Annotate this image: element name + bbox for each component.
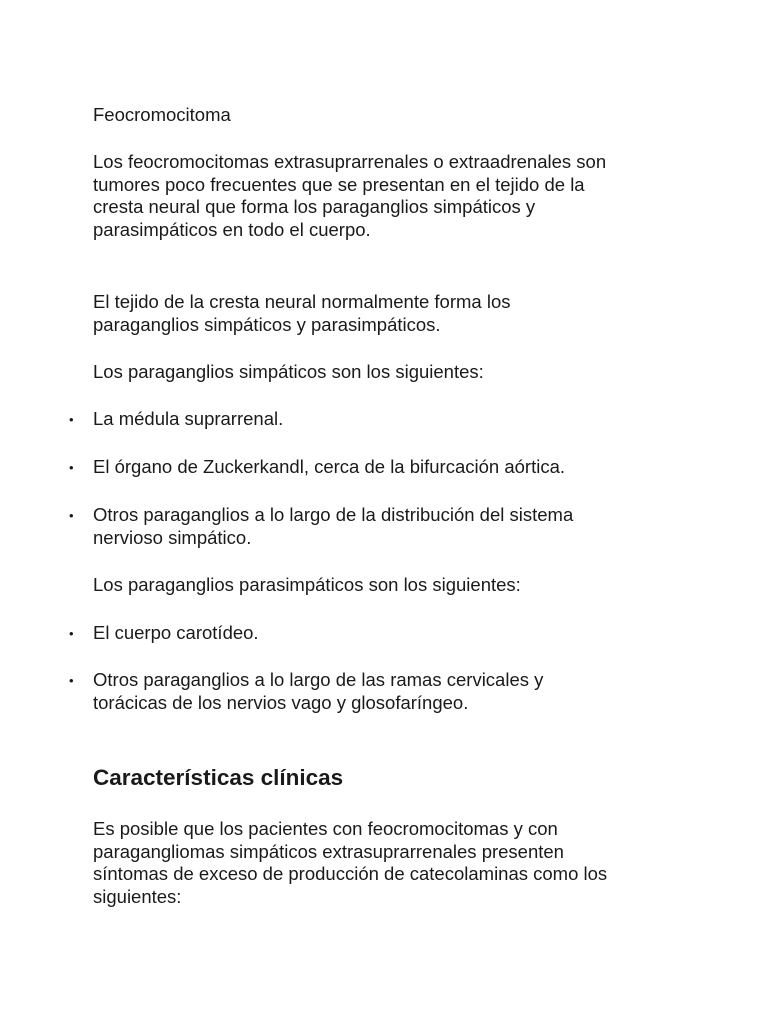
- sympathetic-intro: Los paraganglios simpáticos son los siguientes:: [93, 361, 484, 382]
- clinical-paragraph: Es posible que los pacientes con feocromocitomas y con paragangliomas simpáticos extrasuprarrenales presenten síntomas de exceso de producción de catecolaminas como los siguientes:: [93, 818, 608, 907]
- parasympathetic-intro: Los paraganglios parasimpáticos son los siguientes:: [93, 574, 521, 595]
- neural-crest-paragraph: El tejido de la cresta neural normalmente forma los paraganglios simpáticos y parasimpáticos.: [93, 291, 511, 335]
- bullet-marker: •: [69, 626, 74, 641]
- section-heading-clinical: Características clínicas: [93, 765, 344, 790]
- list-item-sympathetic-3: Otros paraganglios a lo largo de la distribución del sistema nervioso simpático.: [93, 504, 574, 548]
- list-item-sympathetic-2: El órgano de Zuckerkandl, cerca de la bifurcación aórtica.: [93, 456, 566, 477]
- bullet-marker: •: [69, 673, 74, 688]
- intro-paragraph: Los feocromocitomas extrasuprarrenales o extraadrenales son tumores poco frecuentes que se presentan en el tejido de la cresta neural que forma los paraganglios simpáticos y parasimpáticos en todo el cuerpo.: [93, 151, 607, 240]
- list-item-parasympathetic-1: El cuerpo carotídeo.: [93, 622, 259, 643]
- bullet-marker: •: [69, 508, 74, 523]
- document-title: Feocromocitoma: [93, 104, 231, 125]
- list-item-parasympathetic-2: Otros paraganglios a lo largo de las ramas cervicales y torácicas de los nervios vago y glosofaríngeo.: [93, 669, 544, 713]
- list-item-sympathetic-1: La médula suprarrenal.: [93, 408, 284, 429]
- bullet-marker: •: [69, 460, 74, 475]
- bullet-marker: •: [69, 412, 74, 427]
